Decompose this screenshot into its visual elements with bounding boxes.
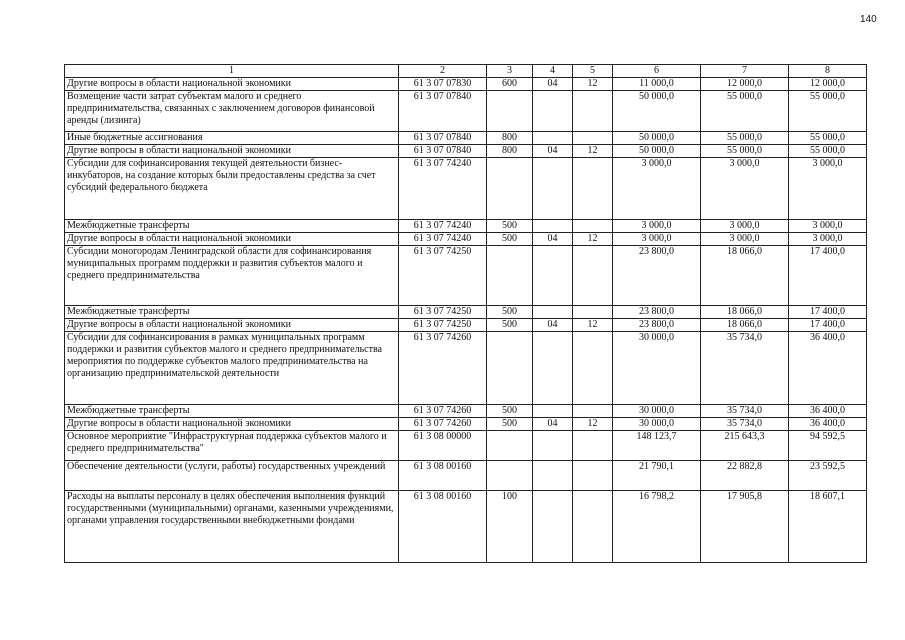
row-description: Обеспечение деятельности (услуги, работы) государственных учреждений — [65, 461, 399, 491]
amount-col7: 215 643,3 — [701, 431, 789, 461]
target-code: 61 3 08 00000 — [399, 431, 487, 461]
section — [533, 491, 573, 563]
amount-col7: 55 000,0 — [701, 132, 789, 145]
row-description: Иные бюджетные ассигнования — [65, 132, 399, 145]
amount-col7: 35 734,0 — [701, 332, 789, 405]
amount-col8: 36 400,0 — [789, 332, 867, 405]
expense-type: 100 — [487, 491, 533, 563]
expense-type — [487, 461, 533, 491]
col-header: 6 — [613, 65, 701, 78]
col-header: 8 — [789, 65, 867, 78]
amount-col7: 3 000,0 — [701, 220, 789, 233]
amount-col7: 18 066,0 — [701, 306, 789, 319]
row-description: Возмещение части затрат субъектам малого и среднего предпринимательства, связанных с заключением договоров финансовой аренды (лизинга) — [65, 91, 399, 132]
col-header: 3 — [487, 65, 533, 78]
expense-type: 500 — [487, 405, 533, 418]
section — [533, 306, 573, 319]
table-row — [65, 91, 867, 132]
amount-col8: 3 000,0 — [789, 158, 867, 220]
amount-col6: 23 800,0 — [613, 306, 701, 319]
col-header: 1 — [65, 65, 399, 78]
section — [533, 132, 573, 145]
target-code: 61 3 07 07840 — [399, 145, 487, 158]
amount-col8: 3 000,0 — [789, 233, 867, 246]
subsection — [573, 132, 613, 145]
amount-col7: 3 000,0 — [701, 158, 789, 220]
header-row — [65, 65, 867, 78]
subsection: 12 — [573, 319, 613, 332]
expense-type: 500 — [487, 306, 533, 319]
amount-col8: 23 592,5 — [789, 461, 867, 491]
amount-col6: 30 000,0 — [613, 418, 701, 431]
target-code: 61 3 07 74250 — [399, 319, 487, 332]
subsection: 12 — [573, 78, 613, 91]
table-row — [65, 132, 867, 145]
section — [533, 431, 573, 461]
col-header: 4 — [533, 65, 573, 78]
subsection: 12 — [573, 233, 613, 246]
amount-col7: 17 905,8 — [701, 491, 789, 563]
subsection — [573, 306, 613, 319]
amount-col6: 30 000,0 — [613, 332, 701, 405]
row-description: Другие вопросы в области национальной экономики — [65, 78, 399, 91]
amount-col6: 16 798,2 — [613, 491, 701, 563]
expense-type: 800 — [487, 132, 533, 145]
amount-col6: 23 800,0 — [613, 246, 701, 306]
table-row — [65, 220, 867, 233]
amount-col7: 12 000,0 — [701, 78, 789, 91]
row-description: Субсидии для софинансирования в рамках муниципальных программ поддержки и развития субъектов малого и среднего предпринимательства мероприятия по поддержке субъектов малого предпринимательства на организацию предпринимательской деятельности — [65, 332, 399, 405]
amount-col7: 35 734,0 — [701, 418, 789, 431]
target-code: 61 3 08 00160 — [399, 491, 487, 563]
amount-col6: 3 000,0 — [613, 158, 701, 220]
table-row — [65, 461, 867, 491]
expense-type: 500 — [487, 418, 533, 431]
subsection — [573, 405, 613, 418]
table-row — [65, 78, 867, 91]
subsection — [573, 91, 613, 132]
subsection: 12 — [573, 145, 613, 158]
target-code: 61 3 07 74250 — [399, 246, 487, 306]
row-description: Основное мероприятие "Инфраструктурная поддержка субъектов малого и среднего предпринимательства" — [65, 431, 399, 461]
amount-col6: 3 000,0 — [613, 220, 701, 233]
table-row — [65, 332, 867, 405]
amount-col6: 148 123,7 — [613, 431, 701, 461]
subsection — [573, 332, 613, 405]
target-code: 61 3 07 74240 — [399, 220, 487, 233]
amount-col8: 94 592,5 — [789, 431, 867, 461]
amount-col6: 50 000,0 — [613, 91, 701, 132]
budget-table — [64, 64, 867, 563]
amount-col6: 21 790,1 — [613, 461, 701, 491]
target-code: 61 3 07 07840 — [399, 132, 487, 145]
row-description: Межбюджетные трансферты — [65, 220, 399, 233]
row-description: Другие вопросы в области национальной экономики — [65, 145, 399, 158]
target-code: 61 3 07 07830 — [399, 78, 487, 91]
section — [533, 91, 573, 132]
target-code: 61 3 07 07840 — [399, 91, 487, 132]
expense-type: 800 — [487, 145, 533, 158]
table-row — [65, 405, 867, 418]
subsection: 12 — [573, 418, 613, 431]
table-row — [65, 319, 867, 332]
amount-col8: 18 607,1 — [789, 491, 867, 563]
amount-col8: 17 400,0 — [789, 306, 867, 319]
section — [533, 158, 573, 220]
row-description: Расходы на выплаты персоналу в целях обеспечения выполнения функций государственными (муниципальными) органами, казенными учреждениями, органами управления государственными внебюджетными фондами — [65, 491, 399, 563]
expense-type — [487, 246, 533, 306]
expense-type — [487, 158, 533, 220]
row-description: Межбюджетные трансферты — [65, 405, 399, 418]
target-code: 61 3 07 74240 — [399, 158, 487, 220]
amount-col7: 18 066,0 — [701, 246, 789, 306]
row-description: Субсидии для софинансирования текущей деятельности бизнес-инкубаторов, на создание которых были предоставлены средства за счет субсидий федерального бюджета — [65, 158, 399, 220]
section — [533, 332, 573, 405]
amount-col7: 22 882,8 — [701, 461, 789, 491]
table-row — [65, 491, 867, 563]
table-row — [65, 158, 867, 220]
expense-type — [487, 332, 533, 405]
amount-col8: 55 000,0 — [789, 91, 867, 132]
target-code: 61 3 08 00160 — [399, 461, 487, 491]
amount-col8: 36 400,0 — [789, 418, 867, 431]
expense-type: 500 — [487, 233, 533, 246]
subsection — [573, 461, 613, 491]
amount-col8: 55 000,0 — [789, 145, 867, 158]
expense-type — [487, 91, 533, 132]
target-code: 61 3 07 74260 — [399, 418, 487, 431]
subsection — [573, 246, 613, 306]
amount-col6: 23 800,0 — [613, 319, 701, 332]
amount-col8: 3 000,0 — [789, 220, 867, 233]
table-row — [65, 246, 867, 306]
section: 04 — [533, 78, 573, 91]
expense-type — [487, 431, 533, 461]
col-header: 2 — [399, 65, 487, 78]
section: 04 — [533, 319, 573, 332]
amount-col7: 35 734,0 — [701, 405, 789, 418]
amount-col6: 30 000,0 — [613, 405, 701, 418]
amount-col8: 12 000,0 — [789, 78, 867, 91]
subsection — [573, 491, 613, 563]
amount-col8: 17 400,0 — [789, 319, 867, 332]
section — [533, 461, 573, 491]
section: 04 — [533, 418, 573, 431]
table-row — [65, 233, 867, 246]
row-description: Межбюджетные трансферты — [65, 306, 399, 319]
col-header: 5 — [573, 65, 613, 78]
table-row — [65, 418, 867, 431]
expense-type: 600 — [487, 78, 533, 91]
amount-col8: 36 400,0 — [789, 405, 867, 418]
row-description: Другие вопросы в области национальной экономики — [65, 418, 399, 431]
subsection — [573, 431, 613, 461]
amount-col6: 50 000,0 — [613, 132, 701, 145]
amount-col7: 3 000,0 — [701, 233, 789, 246]
expense-type: 500 — [487, 220, 533, 233]
amount-col8: 55 000,0 — [789, 132, 867, 145]
section — [533, 220, 573, 233]
target-code: 61 3 07 74240 — [399, 233, 487, 246]
section — [533, 246, 573, 306]
amount-col7: 18 066,0 — [701, 319, 789, 332]
subsection — [573, 158, 613, 220]
table-row — [65, 306, 867, 319]
col-header: 7 — [701, 65, 789, 78]
row-description: Субсидии моногородам Ленинградской области для софинансирования муниципальных программ поддержки и развития субъектов малого и среднего предпринимательства — [65, 246, 399, 306]
amount-col8: 17 400,0 — [789, 246, 867, 306]
expense-type: 500 — [487, 319, 533, 332]
amount-col6: 3 000,0 — [613, 233, 701, 246]
amount-col7: 55 000,0 — [701, 91, 789, 132]
section: 04 — [533, 145, 573, 158]
amount-col7: 55 000,0 — [701, 145, 789, 158]
table-row — [65, 431, 867, 461]
target-code: 61 3 07 74260 — [399, 332, 487, 405]
target-code: 61 3 07 74260 — [399, 405, 487, 418]
section — [533, 405, 573, 418]
subsection — [573, 220, 613, 233]
table-row — [65, 145, 867, 158]
row-description: Другие вопросы в области национальной экономики — [65, 319, 399, 332]
target-code: 61 3 07 74250 — [399, 306, 487, 319]
amount-col6: 11 000,0 — [613, 78, 701, 91]
page-number: 140 — [860, 14, 877, 25]
row-description: Другие вопросы в области национальной экономики — [65, 233, 399, 246]
amount-col6: 50 000,0 — [613, 145, 701, 158]
section: 04 — [533, 233, 573, 246]
